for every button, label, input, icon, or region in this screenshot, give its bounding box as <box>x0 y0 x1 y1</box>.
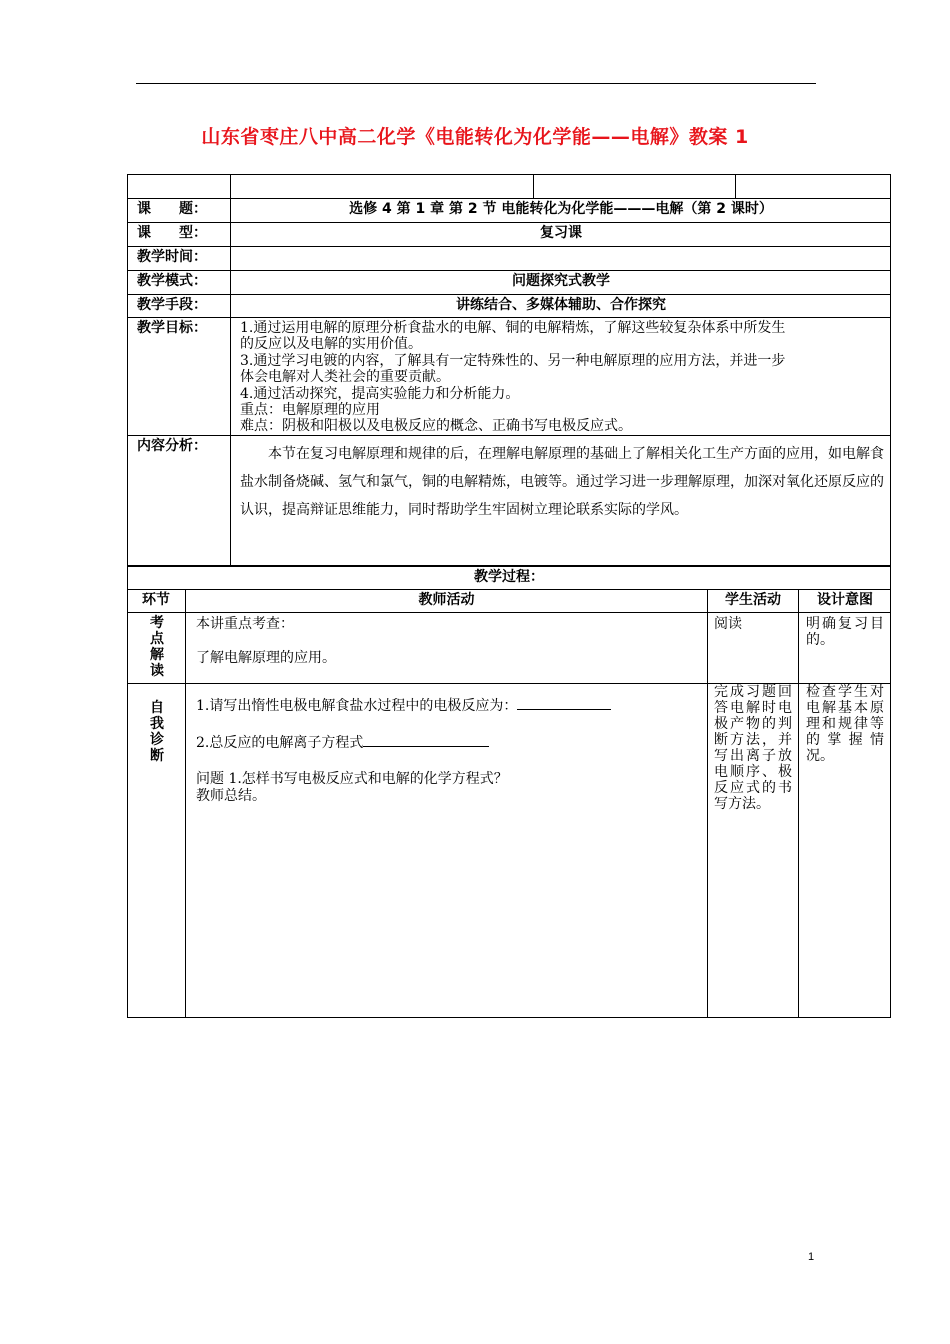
question-1-text: 1.请写出惰性电极电解食盐水过程中的电极反应为： <box>196 698 518 714</box>
objective-line: 体会电解对人类社会的重要贡献。 <box>240 369 450 385</box>
type-value: 复习课 <box>540 225 582 241</box>
mode-label: 教学模式： <box>137 273 207 289</box>
stage-exam-points: 考点解读 <box>150 615 164 679</box>
objective-line: 3.通过学习电镀的内容，了解具有一定特殊性的、另一种电解原理的应用方法，并进一步 <box>240 353 786 369</box>
header-rule <box>136 83 816 84</box>
key-point: 重点：电解原理的应用 <box>240 402 380 418</box>
header-student: 学生活动 <box>725 592 781 608</box>
topic-value: 选修 4 第 1 章 第 2 节 电能转化为化学能———电解（第 2 课时） <box>349 201 773 217</box>
header-intent: 设计意图 <box>817 592 873 608</box>
design-intent: 明确复习目的。 <box>806 616 884 648</box>
question-2-text: 2.总反应的电解离子方程式 <box>196 735 364 751</box>
objectives-label: 教学目标： <box>137 320 207 336</box>
student-activity: 阅读 <box>714 616 742 632</box>
question-2 <box>196 734 489 752</box>
mode-value: 问题探究式教学 <box>512 273 610 289</box>
type-label: 课 型： <box>137 225 207 241</box>
header-stage: 环节 <box>142 592 170 608</box>
topic-label: 课 题： <box>137 201 207 217</box>
document-title: 山东省枣庄八中高二化学《电能转化为化学能——电解》教案 1 <box>201 126 749 148</box>
question-1 <box>196 697 611 715</box>
analysis-text: 本节在复习电解原理和规律的后，在理解电解原理的基础上了解相关化工生产方面的应用，如电解食盐水制备烧碱、氢气和氯气，铜的电解精炼，电镀等。通过学习进一步理解原理，加深对氧化还原反应的认识，提高辩证思维能力，同时帮助学生牢固树立理论联系实际的学风。 <box>240 446 884 518</box>
student-activity: 完成习题回答电解时电极产物的判断方法，并写出离子放电顺序、极反应式的书写方法。 <box>714 684 792 812</box>
answer-blank-2[interactable] <box>363 734 489 747</box>
design-intent: 检查学生对电解基本原理和规律等的掌握情况。 <box>806 684 884 764</box>
answer-blank-1[interactable] <box>517 697 611 710</box>
question-3: 问题 1.怎样书写电极反应式和电解的化学方程式？ <box>196 771 508 787</box>
difficult-point: 难点：阴极和阳极以及电极反应的概念、正确书写电极反应式。 <box>240 418 632 434</box>
process-heading: 教学过程： <box>474 569 544 585</box>
stage-self-diagnosis: 自我诊断 <box>150 700 164 764</box>
header-teacher: 教师活动 <box>418 592 475 608</box>
page-number: 1 <box>808 1251 815 1263</box>
means-label: 教学手段： <box>137 297 207 313</box>
analysis-label: 内容分析： <box>137 438 207 454</box>
objective-line: 的反应以及电解的实用价值。 <box>240 336 422 352</box>
objective-line: 1.通过运用电解的原理分析食盐水的电解、铜的电解精炼，了解这些较复杂体系中所发生 <box>240 320 786 336</box>
time-label: 教学时间： <box>137 249 207 265</box>
objective-line: 4.通过活动探究，提高实验能力和分析能力。 <box>240 386 520 402</box>
teacher-activity-line: 了解电解原理的应用。 <box>196 650 336 666</box>
means-value: 讲练结合、多媒体辅助、合作探究 <box>456 297 666 313</box>
teacher-activity-line: 本讲重点考查： <box>196 616 294 632</box>
teacher-summary: 教师总结。 <box>196 788 266 804</box>
